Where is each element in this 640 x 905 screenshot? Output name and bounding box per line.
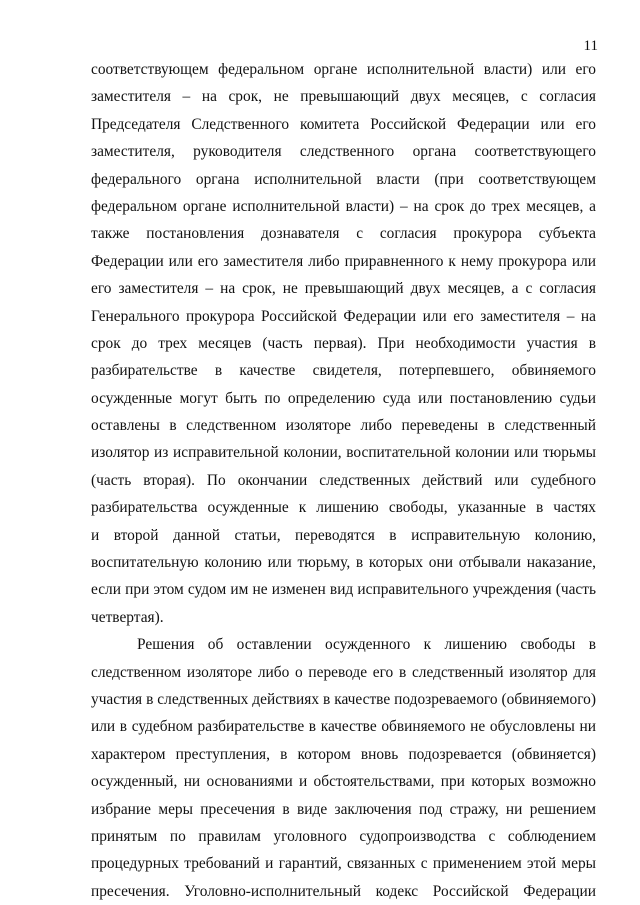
paragraph-1	[91, 56, 596, 631]
text-line: разбирательства осужденные к лишению свободы, указанные в частях	[91, 499, 596, 517]
text-line: (часть вторая). По окончании следственных действий или судебного	[91, 471, 596, 489]
text-line: Решения об оставлении осужденного к лишению свободы в	[137, 636, 596, 654]
body-text	[91, 56, 596, 905]
text-line: пресечения. Уголовно-исполнительный кодекс Российской Федерации	[91, 882, 596, 900]
text-line: и второй данной статьи, переводятся в исправительную колонию,	[91, 526, 596, 544]
text-line: осужденный, ни основаниями и обстоятельствами, при которых возможно	[91, 773, 596, 791]
text-line: оставлены в следственном изоляторе либо переведены в следственный	[91, 417, 596, 435]
text-line: изолятор из исправительной колонии, воспитательной колонии или тюрьмы	[91, 444, 596, 462]
text-line: федеральном органе исполнительной власти) – на срок до трех месяцев, а	[91, 197, 596, 215]
text-line: разбирательстве в качестве свидетеля, потерпевшего, обвиняемого	[91, 362, 596, 380]
text-line: заместителя – на срок, не превышающий двух месяцев, с согласия	[91, 88, 596, 106]
text-line: также постановления дознавателя с согласия прокурора субъекта	[91, 225, 596, 243]
paragraph-2	[91, 631, 596, 905]
text-line: срок до трех месяцев (часть первая). При необходимости участия в	[91, 334, 596, 352]
text-line: Генерального прокурора Российской Федерации или его заместителя – на	[91, 307, 596, 325]
text-line: его заместителя – на срок, не превышающий двух месяцев, а с согласия	[91, 280, 596, 298]
text-line: федерального органа исполнительной власти (при соответствующем	[91, 170, 596, 188]
text-line: Федерации или его заместителя либо приравненного к нему прокурора или	[91, 252, 596, 270]
text-line: участия в следственных действиях в качестве подозреваемого (обвиняемого)	[91, 690, 596, 708]
text-line: соответствующем федеральном органе исполнительной власти) или его	[91, 61, 596, 78]
text-line: четвертая).	[91, 608, 164, 626]
text-line: следственном изоляторе либо о переводе его в следственный изолятор для	[91, 663, 596, 681]
page-number: 11	[583, 38, 598, 54]
text-line: воспитательную колонию или тюрьму, в которых они отбывали наказание,	[91, 554, 596, 572]
text-line: процедурных требований и гарантий, связанных с применением этой меры	[91, 855, 596, 873]
text-line: принятым по правилам уголовного судопроизводства с соблюдением	[91, 827, 596, 845]
text-line: Председателя Следственного комитета Российской Федерации или его	[91, 115, 596, 133]
text-line: или в судебном разбирательстве в качестве обвиняемого не обусловлены ни	[91, 718, 596, 736]
text-line: характером преступления, в котором вновь подозревается (обвиняется)	[91, 745, 596, 763]
text-line: осужденные могут быть по определению суда или постановлению судьи	[91, 389, 596, 407]
text-line: заместителя, руководителя следственного органа соответствующего	[91, 143, 596, 161]
text-line: если при этом судом им не изменен вид исправительного учреждения (часть	[91, 581, 596, 599]
text-line: избрание меры пресечения в виде заключения под стражу, ни решением	[91, 800, 596, 818]
